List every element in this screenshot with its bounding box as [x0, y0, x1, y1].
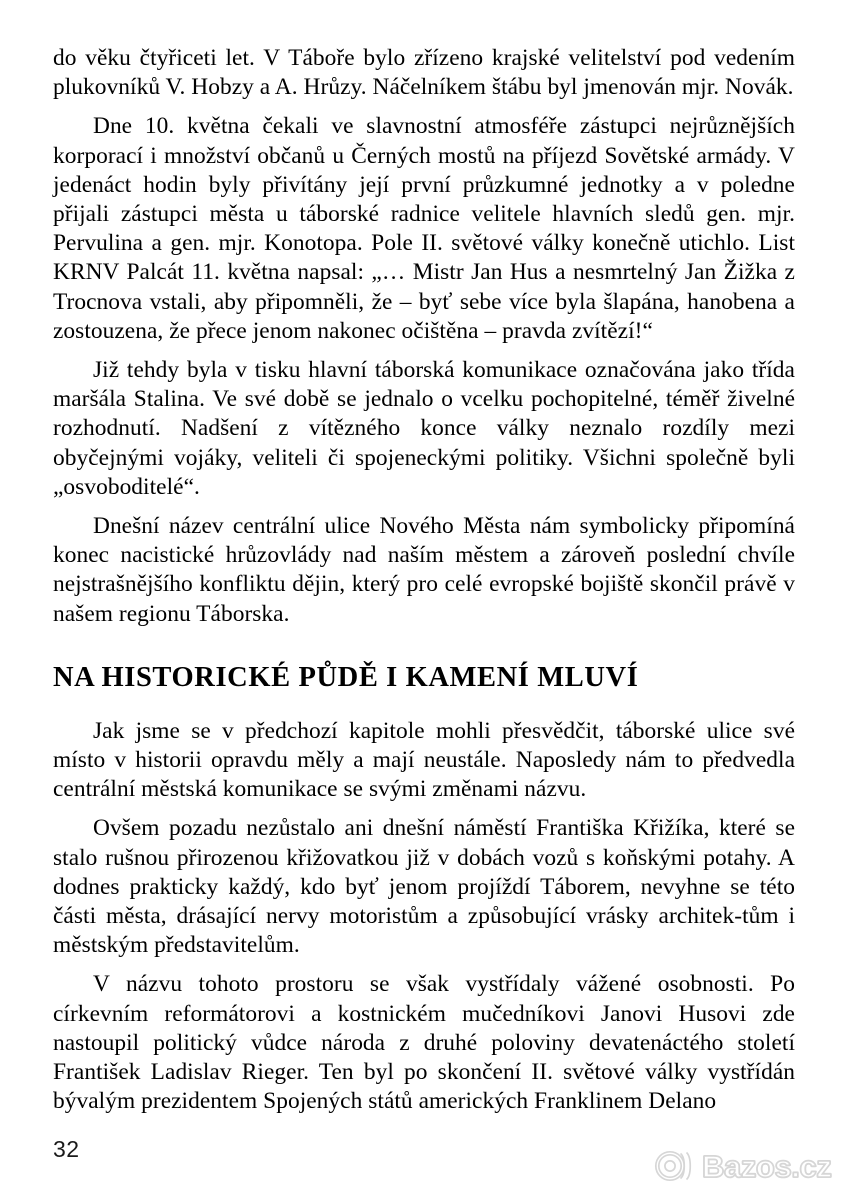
at-sign-icon — [653, 1148, 697, 1184]
page-number: 32 — [53, 1136, 80, 1162]
watermark-text: Bazos.cz — [702, 1148, 832, 1184]
paragraph: do věku čtyřiceti let. V Táboře bylo zřízeno krajské velitelství pod vedením plukovníků V. Hobzy a A. Hrůzy. Náčelníkem štábu byl jmenován mjr. Novák. — [53, 45, 795, 101]
paragraph: V názvu tohoto prostoru se však vystřídaly vážené osobnosti. Po církevním reformátorovi a kostnickém mučedníkovi Janovi Husovi zde nastoupil politický vůdce národa z druhé poloviny devatenáctého století František Ladislav Rieger. Ten byl po skončení II. světové války vystřídán bývalým prezidentem Spojených států amerických Franklinem Delano — [53, 971, 795, 1115]
paragraph: Ovšem pozadu nezůstalo ani dnešní náměstí Františka Křižíka, které se stalo rušnou přirozenou křižovatkou již v dobách vozů s koňskými potahy. A dodnes prakticky každý, kdo byť jenom projíždí Táborem, nevyhne se této části města, drásající nervy motoristům a způsobující vrásky architek-tům i městským představitelům. — [53, 815, 795, 959]
paragraph: Jak jsme se v předchozí kapitole mohli přesvědčit, táborské ulice své místo v historii opravdu měly a mají neustále. Naposledy nám to předvedla centrální městská komunikace se svými změnami názvu. — [53, 717, 795, 803]
text-column — [53, 44, 795, 1117]
section-heading: NA HISTORICKÉ PŮDĚ I KAMENÍ MLUVÍ — [53, 661, 639, 693]
watermark — [653, 1148, 831, 1184]
paragraph: Dnešní název centrální ulice Nového Města nám symbolicky připomíná konec nacistické hrůzovlády nad naším městem a zároveň poslední chvíle nejstrašnějšího konfliktu dějin, který pro celé evropské bojiště skončil právě v našem regionu Táborska. — [53, 513, 795, 627]
paragraph: Již tehdy byla v tisku hlavní táborská komunikace označována jako třída maršála Stalina. Ve své době se jednalo o vcelku pochopitelné, téměř živelné rozhodnutí. Nadšení z vítězného konce války neznalo rozdíly mezi obyčejnými vojáky, veliteli či spojeneckými politiky. Všichni společně byli „osvoboditelé“. — [53, 357, 795, 500]
paragraph: Dne 10. května čekali ve slavnostní atmosféře zástupci nejrůznějších korporací i množství občanů u Černých mostů na příjezd Sovětské armády. V jedenáct hodin byly přivítány její první průzkumné jednotky a v poledne přijali zástupci města u táborské radnice velitele hlavních sledů gen. mjr. Pervulina a gen. mjr. Konotopa. Pole II. světové války konečně utichlo. List KRNV Palcát 11. května napsal: „… Mistr Jan Hus a nesmrtelný Jan Žižka z Trocnova vstali, aby připomněli, že – byť sebe více byla šlapána, hanobena a zostouzena, že přece jenom nakonec očištěna – pravda zvítězí!“ — [53, 113, 795, 344]
section-heading-block — [53, 661, 795, 695]
